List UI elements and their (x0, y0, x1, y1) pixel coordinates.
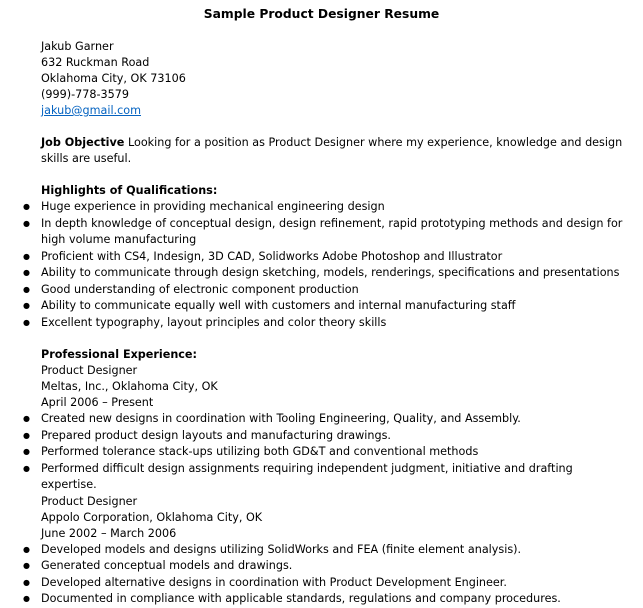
job-title: Product Designer (41, 494, 138, 508)
job-objective (41, 135, 626, 167)
list-item: ● Good understanding of electronic component production (41, 282, 626, 299)
job-company: Appolo Corporation, Oklahoma City, OK (41, 510, 263, 524)
list-item: ● Documented in compliance with applicable standards, regulations and company procedures. (41, 591, 631, 608)
contact-city: Oklahoma City, OK 73106 (41, 72, 186, 85)
experience-section (41, 347, 631, 608)
list-item: ● Huge experience in providing mechanical engineering design (41, 199, 626, 216)
resume-content (41, 39, 631, 608)
job-duties-list (41, 542, 631, 608)
list-item: ● Generated conceptual models and drawings. (41, 558, 631, 575)
job-dates: June 2002 – March 2006 (41, 526, 177, 540)
contact-email-link[interactable]: jakub@gmail.com (41, 104, 141, 117)
contact-block (41, 39, 631, 119)
highlights-section (41, 183, 631, 331)
objective-text: Looking for a position as Product Designer where my experience, knowledge and design skills are useful. (41, 136, 623, 165)
list-item: ● Ability to communicate equally well with customers and internal manufacturing staff (41, 298, 626, 315)
job-title: Product Designer (41, 364, 138, 377)
experience-heading: Professional Experience: (41, 348, 197, 361)
job-entry (41, 494, 631, 608)
list-item: ● Performed tolerance stack-ups utilizing both GD&T and conventional methods (41, 444, 631, 461)
list-item: ● In depth knowledge of conceptual design, design refinement, rapid prototyping methods and design for high volume manufacturing (41, 216, 626, 249)
job-entry (41, 363, 631, 494)
list-item: ● Excellent typography, layout principles and color theory skills (41, 315, 626, 332)
contact-phone: (999)-778-3579 (41, 88, 129, 101)
list-item: ● Ability to communicate through design sketching, models, renderings, specifications and presentations (41, 265, 626, 282)
list-item: ● Proficient with CS4, Indesign, 3D CAD, Solidworks Adobe Photoshop and Illustrator (41, 249, 626, 266)
list-item: ● Developed alternative designs in coordination with Product Development Engineer. (41, 575, 631, 592)
list-item: ● Developed models and designs utilizing SolidWorks and FEA (finite element analysis). (41, 542, 631, 559)
highlights-heading: Highlights of Qualifications: (41, 184, 218, 197)
list-item: ● Created new designs in coordination with Tooling Engineering, Quality, and Assembly. (41, 411, 631, 428)
job-duties-list (41, 411, 631, 494)
document-title: Sample Product Designer Resume (203, 7, 440, 21)
contact-name: Jakub Garner (41, 40, 114, 53)
list-item: ● Performed difficult design assignments requiring independent judgment, initiative and drafting expertise. (41, 461, 631, 494)
objective-label: Job Objective (41, 136, 125, 149)
job-dates: April 2006 – Present (41, 396, 154, 409)
list-item: ● Prepared product design layouts and manufacturing drawings. (41, 428, 631, 445)
highlights-list (41, 199, 631, 331)
contact-street: 632 Ruckman Road (41, 56, 150, 69)
job-company: Meltas, Inc., Oklahoma City, OK (41, 380, 218, 393)
